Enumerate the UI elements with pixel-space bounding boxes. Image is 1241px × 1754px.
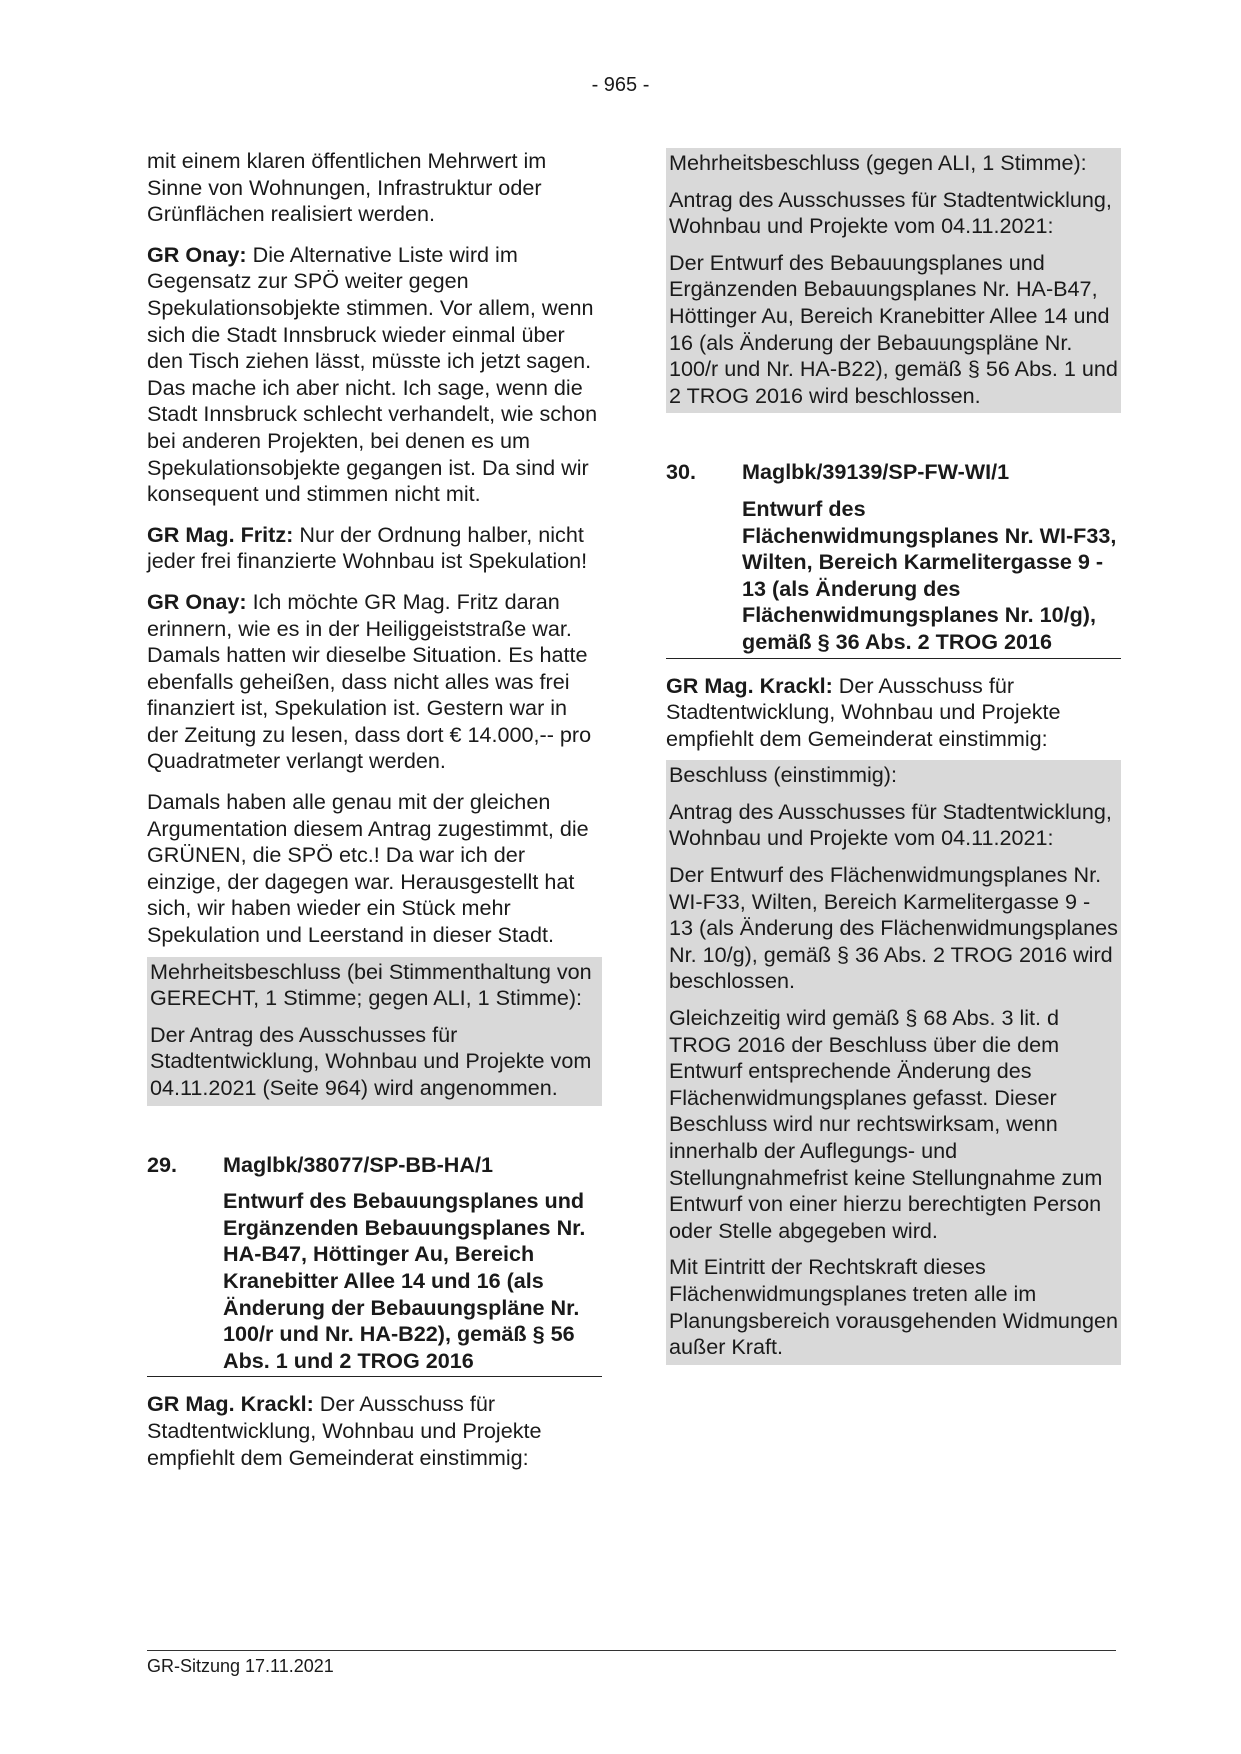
resolution-text: Der Entwurf des Flächenwidmungsplanes Nr. WI-F33, Wilten, Bereich Karmelitergasse 9 - 13 (als Änderung des Flächenwidmungsplanes Nr. 10/g), gemäß § 36 Abs. 2 TROG 2016 wird beschlossen. [669, 862, 1118, 994]
agenda-item-code: Maglbk/38077/SP-BB-HA/1 [223, 1151, 494, 1177]
resolution-text: Der Entwurf des Bebauungsplanes und Ergänzenden Bebauungsplanes Nr. HA-B47, Höttinger Au, Bereich Kranebitter Allee 14 und 16 (als Änderung der Bebauungspläne Nr. 100/r und Nr. HA-B22), gemäß § 56 Abs. 1 und 2 TROG 2016 wird beschlossen. [669, 249, 1118, 408]
paragraph [147, 242, 602, 508]
resolution-type: Beschluss (einstimmig): [669, 762, 897, 788]
speech-text: Der Ausschuss für Stadtentwicklung, Wohnbau und Projekte empfiehlt dem Gemeinderat einstimmig: [666, 672, 1061, 751]
speaker-name: GR Onay: [147, 241, 247, 267]
speaker-name: GR Mag. Fritz: [147, 521, 294, 547]
resolution-box [666, 148, 1121, 413]
footer-text: GR-Sitzung 17.11.2021 [147, 1656, 334, 1676]
footer-divider [147, 1650, 1116, 1651]
resolution-box [666, 760, 1121, 1364]
speech-text: Der Ausschuss für Stadtentwicklung, Wohnbau und Projekte empfiehlt dem Gemeinderat einstimmig: [147, 1391, 542, 1470]
speaker-name: GR Onay: [147, 588, 247, 614]
resolution-text: Gleichzeitig wird gemäß § 68 Abs. 3 lit. d TROG 2016 der Beschluss über die dem Entwurf entsprechende Änderung des Flächenwidmungsplanes gefasst. Dieser Beschluss wird nur rechtswirksam, wenn innerhalb der Auflegungs- und Stellungnahmefrist keine Stellungnahme zum Entwurf von einer hierzu berechtigten Person oder Stelle abgegeben wird. [669, 1005, 1103, 1243]
agenda-item-code: Maglbk/39139/SP-FW-WI/1 [742, 459, 1010, 485]
resolution-box [147, 957, 602, 1106]
agenda-item-header [666, 459, 1121, 486]
divider [147, 1376, 602, 1377]
agenda-item-title: Entwurf des Bebauungsplanes und Ergänzenden Bebauungsplanes Nr. HA-B47, Höttinger Au, Bereich Kranebitter Allee 14 und 16 (als Änderung der Bebauungspläne Nr. 100/r und Nr. HA-B22), gemäß § 56 Abs. 1 und 2 TROG 2016 [223, 1188, 586, 1373]
paragraph [147, 1391, 602, 1471]
resolution-text: Der Antrag des Ausschusses für Stadtentwicklung, Wohnbau und Projekte vom 04.11.2021 (Seite 964) wird angenommen. [150, 1021, 592, 1100]
page-number: - 965 - [591, 74, 650, 96]
speech-text: Nur der Ordnung halber, nicht jeder frei finanzierte Wohnbau ist Spekulation! [147, 521, 588, 574]
speech-text: Die Alternative Liste wird im Gegensatz zur SPÖ weiter gegen Spekulationsobjekte stimmen. Vor allem, wenn sich die Stadt Innsbruck wieder einmal über den Tisch ziehen lässt, müsste ich jetzt sagen. Das mache ich aber nicht. Ich sage, wenn die Stadt Innsbruck schlecht verhandelt, wie schon bei anderen Projekten, bei denen es um Spekulationsobjekte gegangen ist. Da sind wir konsequent und stimmen nicht mit. [147, 241, 598, 507]
speaker-name: GR Mag. Krackl: [147, 1391, 314, 1417]
speaker-name: GR Mag. Krackl: [666, 672, 833, 698]
agenda-item-header [147, 1152, 602, 1179]
left-column [147, 148, 602, 1485]
right-column [666, 148, 1121, 1365]
paragraph [666, 673, 1121, 753]
agenda-item-number: 29. [147, 1151, 178, 1177]
paragraph [147, 589, 602, 775]
resolution-type: Mehrheitsbeschluss (gegen ALI, 1 Stimme): [669, 150, 1087, 175]
agenda-item-number: 30. [666, 459, 697, 485]
resolution-text: Antrag des Ausschusses für Stadtentwicklung, Wohnbau und Projekte vom 04.11.2021: [669, 186, 1112, 239]
speech-text: Ich möchte GR Mag. Fritz daran erinnern, wie es in der Heiliggeiststraße war. Damals hatten wir dieselbe Situation. Es hatte ebenfalls geheißen, dass nicht alles was frei finanziert ist, Spekulation ist. Gestern war in der Zeitung zu lesen, dass dort € 14.000,-- pro Quadratmeter verlangt werden. [147, 588, 592, 774]
resolution-text: Mit Eintritt der Rechtskraft dieses Flächenwidmungsplanes treten alle im Planungsbereich vorausgehenden Widmungen außer Kraft. [669, 1254, 1118, 1360]
divider [666, 658, 1121, 659]
resolution-text: Antrag des Ausschusses für Stadtentwicklung, Wohnbau und Projekte vom 04.11.2021: [669, 798, 1112, 851]
resolution-type: Mehrheitsbeschluss (bei Stimmenthaltung von GERECHT, 1 Stimme; gegen ALI, 1 Stimme): [150, 958, 592, 1011]
paragraph [147, 522, 602, 575]
paragraph: Damals haben alle genau mit der gleichen Argumentation diesem Antrag zugestimmt, die GRÜNEN, die SPÖ etc.! Da war ich der einzige, der dagegen war. Herausgestellt hat sich, wir haben wieder ein Stück mehr Spekulation und Leerstand in dieser Stadt. [147, 789, 589, 948]
agenda-item-title: Entwurf des Flächenwidmungsplanes Nr. WI-F33, Wilten, Bereich Karmelitergasse 9 - 13 (als Änderung des Flächenwidmungsplanes Nr. 10/g), gemäß § 36 Abs. 2 TROG 2016 [742, 495, 1117, 654]
paragraph: mit einem klaren öffentlichen Mehrwert im Sinne von Wohnungen, Infrastruktur oder Grünflächen realisiert werden. [147, 148, 547, 227]
